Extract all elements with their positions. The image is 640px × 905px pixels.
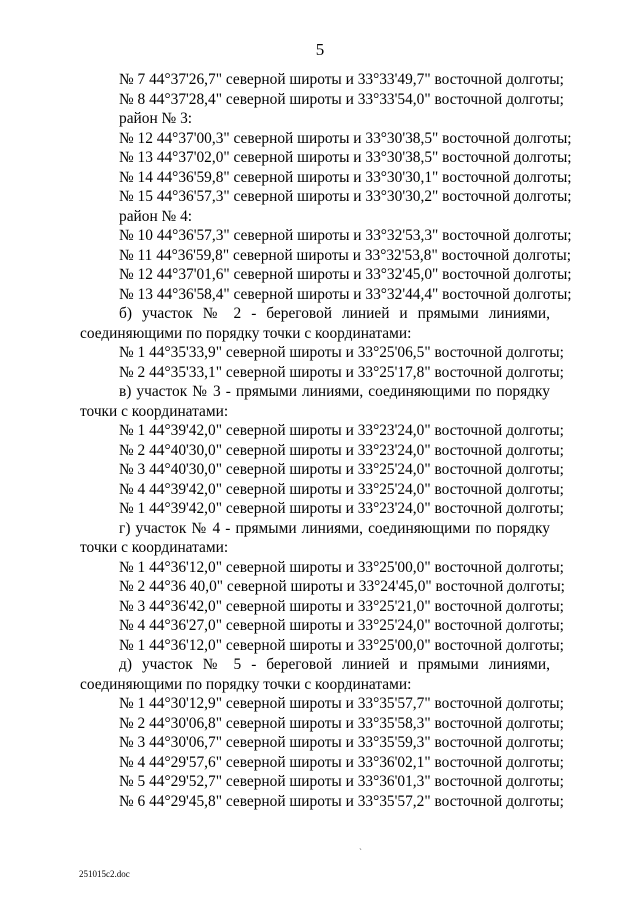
text-line: № 4 44°29'57,6" северной широты и 33°36'02,1" восточной долготы; <box>119 753 564 771</box>
text-line: № 14 44°36'59,8" северной широты и 33°30'30,1" восточной долготы; <box>119 168 572 186</box>
text-line: № 2 44°40'30,0" северной широты и 33°23'24,0" восточной долготы; <box>119 441 564 459</box>
text-line: № 12 44°37'00,3" северной широты и 33°30'38,5" восточной долготы; <box>119 129 572 147</box>
page-number: 5 <box>315 40 325 59</box>
text-line: № 7 44°37'26,7" северной широты и 33°33'49,7" восточной долготы; <box>119 71 564 88</box>
text-line: № 1 44°39'42,0" северной широты и 33°23'24,0" восточной долготы; <box>119 422 564 439</box>
text-line: № 2 44°30'06,8" северной широты и 33°35'58,3" восточной долготы; <box>119 714 564 732</box>
text-line: в) участок № 3 - прямыми линиями, соединяющими по порядку <box>119 383 550 400</box>
text-line: № 1 44°36'12,0" северной широты и 33°25'00,0" восточной долготы; <box>119 558 564 576</box>
document-body <box>80 70 572 811</box>
text-line: соединяющими по порядку точки с координатами: <box>80 675 412 693</box>
text-line: д) участок № 5 - береговой линией и прямыми линиями, <box>119 656 550 673</box>
text-line: № 10 44°36'57,3" северной широты и 33°32'53,3" восточной долготы; <box>119 227 572 244</box>
text-line: соединяющими по порядку точки с координатами: <box>80 324 412 342</box>
text-line: № 1 44°36'12,0" северной широты и 33°25'00,0" восточной долготы; <box>119 636 564 654</box>
text-line: № 5 44°29'52,7" северной широты и 33°36'01,3" восточной долготы; <box>119 773 564 790</box>
text-line: № 8 44°37'28,4" северной широты и 33°33'54,0" восточной долготы; <box>119 90 564 108</box>
text-line: точки с координатами: <box>80 539 229 556</box>
text-line: № 12 44°37'01,6" северной широты и 33°32'45,0" восточной долготы; <box>119 266 572 283</box>
text-line: район № 3: <box>119 110 193 127</box>
text-line: № 4 44°39'42,0" северной широты и 33°25'24,0" восточной долготы; <box>119 480 564 498</box>
text-line: № 1 44°39'42,0" северной широты и 33°23'24,0" восточной долготы; <box>119 500 564 517</box>
scan-mark: ` <box>359 847 362 857</box>
text-line: № 6 44°29'45,8" северной широты и 33°35'57,2" восточной долготы; <box>119 792 564 810</box>
text-line: № 2 44°35'33,1" северной широты и 33°25'17,8" восточной долготы; <box>119 363 564 381</box>
text-line: № 4 44°36'27,0" северной широты и 33°25'24,0" восточной долготы; <box>119 617 564 634</box>
text-line: № 11 44°36'59,8" северной широты и 33°32'53,8" восточной долготы; <box>119 246 572 264</box>
text-line: район № 4: <box>119 207 193 225</box>
text-line: № 13 44°37'02,0" северной широты и 33°30'38,5" восточной долготы; <box>119 149 572 166</box>
text-line: № 2 44°36 40,0" северной широты и 33°24'45,0" восточной долготы; <box>119 578 565 595</box>
text-line: г) участок № 4 - прямыми линиями, соединяющими по порядку <box>119 519 550 537</box>
text-line: № 3 44°36'42,0" северной широты и 33°25'21,0" восточной долготы; <box>119 597 564 615</box>
footer-file-code: 251015c2.doc <box>79 869 130 879</box>
text-line: № 3 44°40'30,0" северной широты и 33°25'24,0" восточной долготы; <box>119 461 564 478</box>
text-line: б) участок № 2 - береговой линией и прямыми линиями, <box>119 305 550 322</box>
text-line: № 1 44°35'33,9" северной широты и 33°25'06,5" восточной долготы; <box>119 344 564 361</box>
text-line: № 13 44°36'58,4" северной широты и 33°32'44,4" восточной долготы; <box>119 285 572 303</box>
text-line: № 3 44°30'06,7" северной широты и 33°35'59,3" восточной долготы; <box>119 734 564 751</box>
text-line: № 15 44°36'57,3" северной широты и 33°30'30,2" восточной долготы; <box>119 188 572 205</box>
text-line: точки с координатами: <box>80 402 229 420</box>
text-line: № 1 44°30'12,9" северной широты и 33°35'57,7" восточной долготы; <box>119 695 564 712</box>
